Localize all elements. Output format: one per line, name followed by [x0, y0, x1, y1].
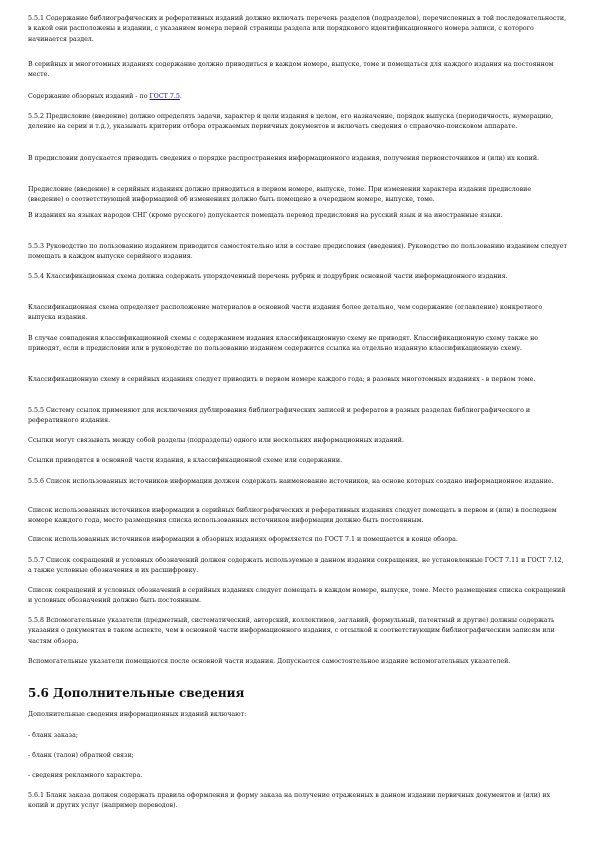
paragraph-sources-serial: Список использованных источников информации в серийных библиографических и реферативных изданиях следует помещать в первом и (или) в последнем номере каждого года, место размещения списка использованных источников информации должно быть постоянным.: [28, 507, 557, 525]
paragraph-overview-contents: [28, 92, 568, 102]
paragraph-5-5-5: 5.5.5 Систему ссылок применяют для исключения дублирования библиографических записей и рефератов в разных разделах библиографического и реферативного издания.: [28, 407, 531, 425]
paragraph-classification-serial: Классификационную схему в серийных изданиях следует приводить в первом номере каждого года; в разовых многотомных изданиях - в первом томе.: [28, 376, 536, 383]
list-item-order-form: - бланк заказа;: [28, 732, 78, 739]
paragraph-preface-distribution: В предисловии допускается приводить сведения о порядке распространения информационного издания, получения первоисточников и (или) их копий.: [28, 155, 540, 162]
paragraph-5-6-1: 5.6.1 Бланк заказа должен содержать правила оформления и форму заказа на получение отраженных в данном издании первичных документов и (или) их копий и других услуг (например переводов).: [28, 792, 551, 810]
paragraph-classification-scheme: Классификационная схема определяет расположение материалов в основной части издания более детально, чем содержание (оглавление) конкретного выпуска издания.: [28, 304, 543, 322]
paragraph-5-5-1: 5.5.1 Содержание библиографических и реферативных изданий должно включать перечень разделов (подразделов), перечисленных в той последовательности, в какой они расположены в издании, с указанием номера первой страницы раздела или порядкового идентификационного номера записи, с которого начинается раздел.: [28, 15, 567, 43]
paragraph-sources-overview: Список использованных источников информации в обзорных изданиях оформляется по ГОСТ 7.1 и помещается в конце обзора.: [28, 536, 458, 543]
section-heading-5-6: 5.6 Дополнительные сведения: [28, 686, 245, 700]
overview-text: Содержание обзорных изданий - по: [28, 93, 150, 100]
paragraph-translation: В изданиях на языках народов СНГ (кроме русского) допускается помещать перевод предисловия на русский язык и на иностранные языки.: [28, 212, 503, 219]
list-item-advertising: - сведения рекламного характера.: [28, 772, 143, 779]
paragraph-links: Ссылки могут связывать между собой разделы (подразделы) одного или нескольких информационных изданий.: [28, 437, 405, 444]
paragraph-classification-match: В случае совпадения классификационной схемы с содержанием издания классификационную схему не приводят. Классификационную схему также не приводят, если в предисловии или в руководстве по пользованию изданием содержится ссылка на отдельно изданную классификационную схему.: [28, 335, 539, 353]
list-item-feedback-form: - бланк (талон) обратной связи;: [28, 752, 134, 759]
paragraph-abbreviations: Список сокращений и условных обозначений в серийных изданиях следует помещать в каждом номере, выпуске, томе. Место размещения списка сокращений и условных обозначений должно быть постоянным.: [28, 587, 566, 605]
paragraph-auxiliary-indexes: Вспомогательные указатели помещаются после основной части издания. Допускается самостоятельное издание вспомогательных указателей.: [28, 658, 511, 665]
paragraph-5-5-6: 5.5.6 Список использованных источников информации должен содержать наименование источников, на основе которых создано информационное издание.: [28, 478, 554, 485]
paragraph-5-5-8: 5.5.8 Вспомогательные указатели (предметный, систематический, авторский, коллективов, заглавий, формульный, патентный и другие) должны содержать указания о документах в таком аспекте, чем в основной части информационного издания, с отсылкой к соответствующим библиографическим записям или частям обзора.: [28, 617, 555, 645]
gost-7-5-link[interactable]: ГОСТ 7.5: [149, 93, 180, 100]
paragraph-5-5-7: 5.5.7 Список сокращений и условных обозначений должен содержать используемые в данном издании сокращения, не установленные ГОСТ 7.11 и ГОСТ 7.12, а также условные обозначения и их расшифровку.: [28, 557, 564, 575]
paragraph-5-5-2: 5.5.2 Предисловие (введение) должно определять задачи, характер и цели издания в целом, его назначение, порядок выпуска (периодичность, нумерацию, деление на серии и т.д.), указывать критерии отбора отражаемых первичных документов и включать сведения о справочно-поисковом аппарате.: [28, 113, 554, 131]
paragraph-additional-intro: Дополнительные сведения информационных изданий включают:: [28, 711, 247, 718]
overview-tail: .: [179, 93, 182, 100]
paragraph-serial-contents: В серийных и многотомных изданиях содержание должно приводиться в каждом номере, выпуске, томе и помещаться для каждого издания на постоянном месте.: [28, 61, 554, 79]
paragraph-links-placement: Ссылки приводятся в основной части издания, в классификационной схеме или содержании.: [28, 457, 343, 464]
paragraph-preface-serial: Предисловие (введение) в серийных изданиях должно приводиться в первом номере, выпуске, томе. При изменении характера издания предисловие (введение) о соответствующей информацией об изменениях должно быть помещено в очередном номере, выпуске, томе.: [28, 186, 532, 204]
paragraph-5-5-3: 5.5.3 Руководство по пользованию изданием приводится самостоятельно или в составе предисловия (введения). Руководство по пользованию изданием следует помещать в каждом выпуске серийного издания.: [28, 243, 567, 261]
paragraph-5-5-4: 5.5.4 Классификационная схема должна содержать упорядоченный перечень рубрик и подрубрик основной части информационного издания.: [28, 273, 508, 280]
